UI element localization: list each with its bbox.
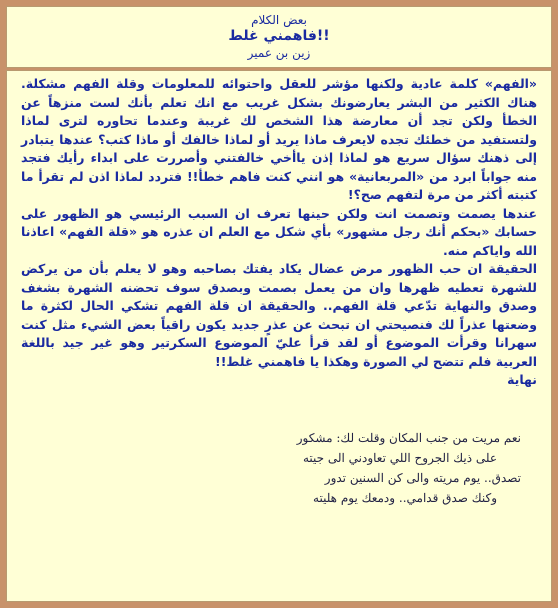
article-body: [6, 70, 552, 602]
poem-line: وكنك صدق قدامي.. ودمعك يوم هليته: [313, 490, 497, 505]
article-title: فاهمني غلط!!: [228, 28, 330, 44]
poem-line: نعم مريت من جنب المكان وقلت لك: مشكور: [296, 430, 521, 445]
poem-verses: [21, 428, 537, 508]
paragraph: عندها يصمت وتصمت انت ولكن حينها تعرف ان السبب الرئيسي هو الظهور على حسابك «بحكم أنك رجل مشهور» بأي شكل مع العلم ان عذره هو «قلة الفهم» اعاذنا الله واياكم منه.: [21, 205, 537, 258]
article-text: [21, 75, 537, 390]
poem-line: على ذيك الجروح اللي تعاودني الى جيته: [302, 450, 497, 465]
paragraph: «الفهم» كلمة عادية ولكنها مؤشر للعقل واحتوائه للمعلومات وقلة الفهم مشكلة. هناك الكثير من البشر يعارضونك بشكل غريب مع انك تعلم بأنك لست منزهاً عن الخطأ ولكن تجد أن معارضة هذا الشخص لك غريبة وعندما تحاوره لترى لماذا ولتستفيد من خطئك تجده لايعرف ماذا يريد أو لماذا خالفك أو ماذا كتب؟ عندها يتبادر إلى ذهنك سؤال سريع هو لماذا إذن ياأخي خالفتني وأصررت على ابداء رأيك فتجد منه جواباً ابرد من «المربعانية» هو انني كنت فاهم خطأ!! فتردد لماذا اذن لم تقرأ ما كتبته أكثر من مرة لتفهم صح؟!: [21, 76, 537, 202]
closing-word: نهاية: [507, 372, 537, 387]
author-name: زين بن عمير: [247, 46, 311, 60]
article-header: [6, 6, 552, 68]
column-name: بعض الكلام: [251, 13, 307, 27]
paragraph: الحقيقة ان حب الظهور مرض عضال يكاد يفتك بصاحبه وهو لا يعلم بأن من يركض للشهرة تعطيه ظهرها وان من يعمل بصمت وبصدق سوف تحضنه الشهرة بشغف وصدق والنهاية تدّعي قلة الفهم.. والحقيقة ان قلة الفهم تشكي الحال لكثرة ما وضعتها عذراً لك فنصيحتي ان تبحث عن عذرٍ جديد يكون راقياً بعض الشيء مثل كنت سهرانا وقرأت الموضوع أو لقد قرأ عليّ الموضوع السكرتير وهو غير جيد باللغة العربية فلم تتضح لي الصورة وهكذا يا فاهمني غلط!!: [21, 261, 537, 369]
poem-line: تصدق.. يوم مريته والى كن السنين تدور: [324, 470, 521, 485]
